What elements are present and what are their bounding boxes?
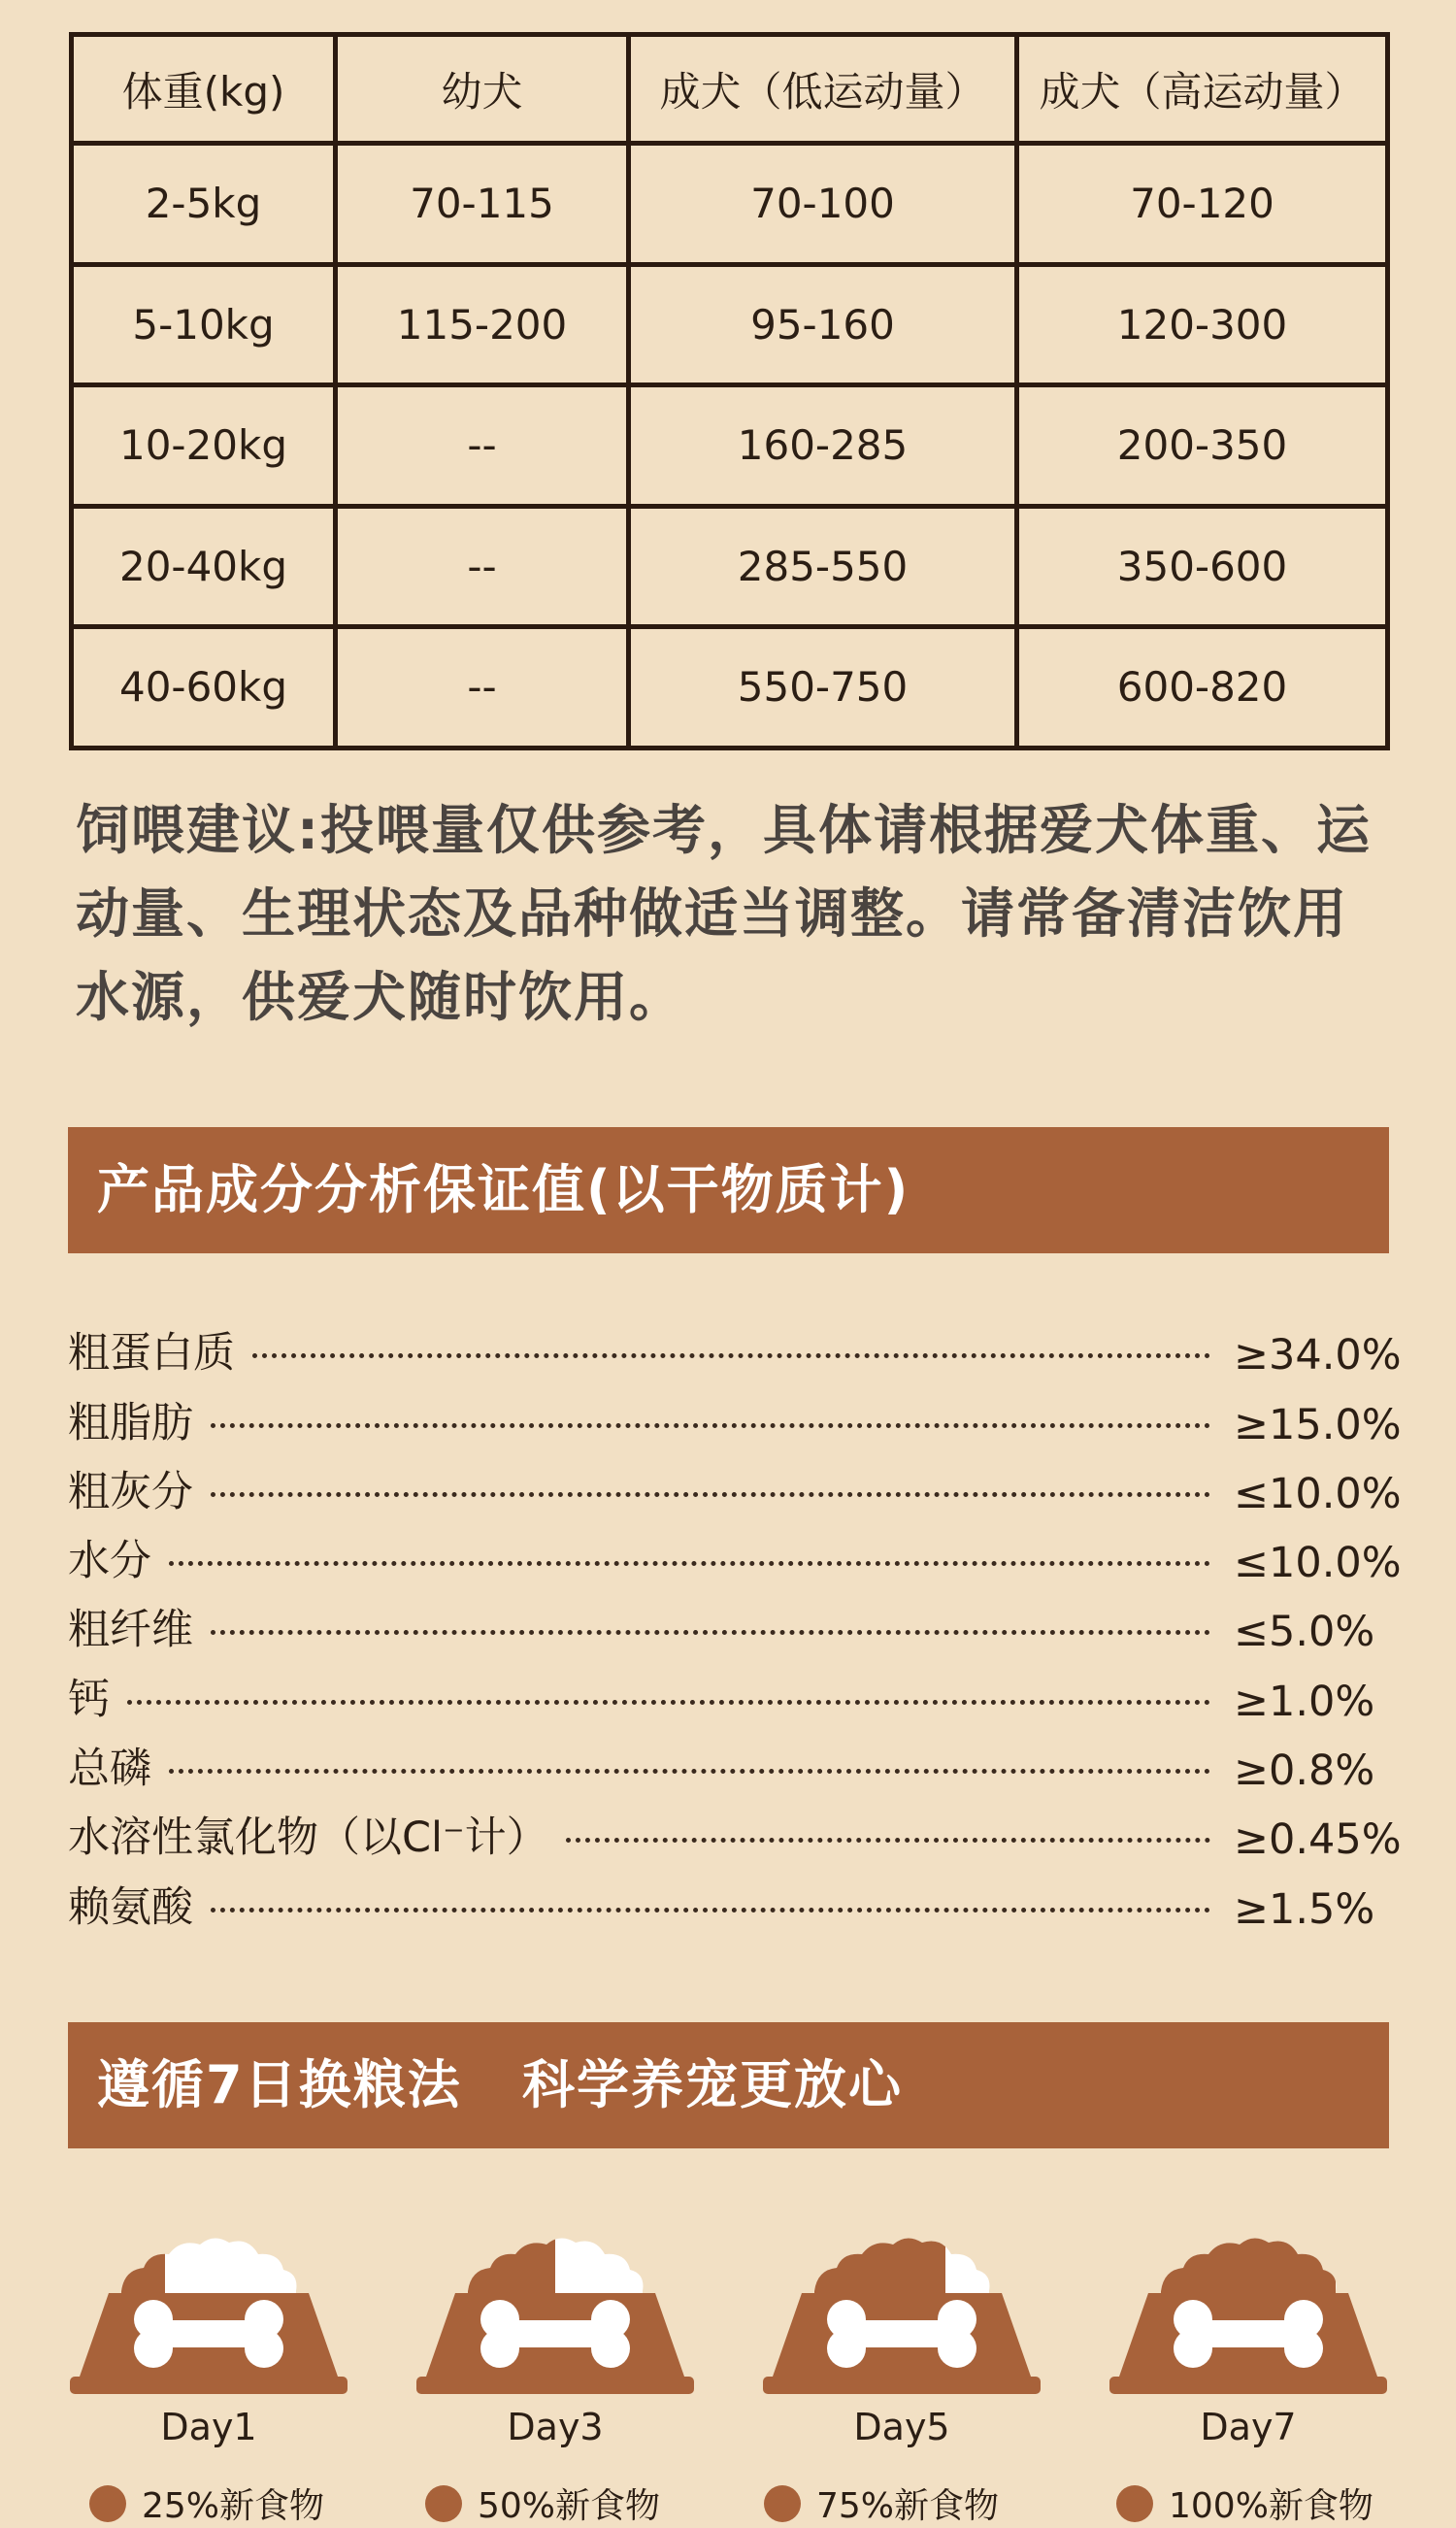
nutrient-value: ≤10.0% xyxy=(1234,1469,1402,1518)
section-title: 产品成分分析保证值(以干物质计) xyxy=(97,1159,910,1220)
table-row xyxy=(72,385,1388,507)
nutrient-value: ≥15.0% xyxy=(1234,1400,1402,1449)
bowl-base xyxy=(1109,2377,1387,2394)
percent-label: 75%新食物 xyxy=(816,2486,1000,2526)
table-row xyxy=(72,627,1388,748)
list-item xyxy=(68,1380,1402,1449)
bowl-base xyxy=(70,2377,347,2394)
table-cell: 70-115 xyxy=(336,144,629,265)
list-item xyxy=(68,1449,1402,1518)
table-cell: 285-550 xyxy=(629,506,1017,627)
feeding-table xyxy=(69,32,1390,750)
list-item xyxy=(68,1311,1402,1380)
bowl-drawing xyxy=(414,2223,696,2398)
table-cell: 120-300 xyxy=(1017,264,1388,385)
dot-leader xyxy=(211,1908,1210,1913)
day-label: Day7 xyxy=(1200,2406,1297,2448)
list-item xyxy=(68,1726,1389,1795)
table-cell: 200-350 xyxy=(1017,385,1388,507)
nutrient-value: ≤10.0% xyxy=(1234,1539,1402,1588)
table-cell: 40-60kg xyxy=(72,627,336,748)
table-cell: 550-750 xyxy=(629,627,1017,748)
percent-label: 50%新食物 xyxy=(478,2486,661,2526)
table-cell: 20-40kg xyxy=(72,506,336,627)
list-item xyxy=(68,1587,1389,1656)
table-cell: 70-120 xyxy=(1017,144,1388,265)
bowl-drawing xyxy=(68,2223,349,2398)
table-header-cell: 成犬（高运动量） xyxy=(1017,35,1388,144)
new-food-percent xyxy=(1116,2478,1373,2528)
feeding-advice: 饲喂建议:投喂量仅供参考，具体请根据爱犬体重、运动量、生理状态及品种做适当调整。请常备清洁饮用水源，供爱犬随时饮用。 xyxy=(76,799,1372,1028)
nutrient-list xyxy=(68,1311,1402,1934)
day-label: Day5 xyxy=(853,2406,950,2448)
day-label: Day1 xyxy=(160,2406,257,2448)
dot-leader xyxy=(252,1353,1210,1358)
percent-label: 25%新食物 xyxy=(142,2486,325,2526)
dot-leader xyxy=(211,1423,1210,1428)
bullet-dot-icon xyxy=(764,2485,801,2522)
list-item xyxy=(68,1864,1389,1933)
table-cell: 2-5kg xyxy=(72,144,336,265)
bullet-dot-icon xyxy=(425,2485,462,2522)
dot-leader xyxy=(566,1838,1210,1843)
table-header-cell: 成犬（低运动量） xyxy=(629,35,1017,144)
table-cell: 160-285 xyxy=(629,385,1017,507)
table-cell: 95-160 xyxy=(629,264,1017,385)
dog-food-bowl-icon xyxy=(761,2223,1042,2398)
table-row xyxy=(72,506,1388,627)
dog-food-bowl-icon xyxy=(1108,2223,1389,2398)
percent-label: 100%新食物 xyxy=(1169,2486,1373,2526)
dot-leader xyxy=(211,1492,1210,1497)
bullet-dot-icon xyxy=(89,2485,126,2522)
table-cell: 600-820 xyxy=(1017,627,1388,748)
dot-leader xyxy=(127,1700,1210,1705)
nutrient-value: ≥1.0% xyxy=(1234,1677,1375,1726)
table-cell: 10-20kg xyxy=(72,385,336,507)
dot-leader xyxy=(169,1769,1210,1774)
table-cell: 350-600 xyxy=(1017,506,1388,627)
day-label: Day3 xyxy=(507,2406,604,2448)
bullet-dot-icon xyxy=(1116,2485,1153,2522)
new-food-percent xyxy=(89,2478,324,2528)
dot-leader xyxy=(211,1630,1210,1635)
nutrient-name: 水溶性氯化物（以Cl⁻计） xyxy=(68,1813,548,1863)
table-cell: -- xyxy=(336,385,629,507)
nutrient-value: ≥1.5% xyxy=(1234,1884,1375,1934)
nutrient-value: ≥0.45% xyxy=(1234,1815,1402,1865)
nutrient-name: 水分 xyxy=(68,1537,151,1586)
table-cell: 115-200 xyxy=(336,264,629,385)
bowl-drawing xyxy=(761,2223,1042,2398)
nutrient-name: 赖氨酸 xyxy=(68,1882,193,1932)
list-item xyxy=(68,1518,1402,1588)
nutrient-value: ≥0.8% xyxy=(1234,1746,1375,1796)
section-banner-nutrition xyxy=(68,1127,1389,1253)
bowl-base xyxy=(416,2377,694,2394)
nutrient-name: 总磷 xyxy=(68,1745,151,1794)
bowl-base xyxy=(763,2377,1041,2394)
section-title: 遵循7日换粮法 科学养宠更放心 xyxy=(97,2054,903,2115)
table-header-cell: 体重(kg) xyxy=(72,35,336,144)
table-cell: 70-100 xyxy=(629,144,1017,265)
list-item xyxy=(68,1795,1402,1865)
dog-food-bowl-icon xyxy=(68,2223,349,2398)
new-food-percent xyxy=(425,2478,660,2528)
nutrient-name: 粗脂肪 xyxy=(68,1398,193,1447)
nutrient-name: 钙 xyxy=(68,1675,110,1724)
nutrient-name: 粗蛋白质 xyxy=(68,1329,235,1379)
table-row xyxy=(72,264,1388,385)
table-cell: -- xyxy=(336,506,629,627)
nutrient-name: 粗灰分 xyxy=(68,1467,193,1516)
dot-leader xyxy=(169,1561,1210,1566)
nutrient-value: ≥34.0% xyxy=(1234,1331,1402,1380)
section-banner-7day xyxy=(68,2022,1389,2148)
dog-food-bowl-icon xyxy=(414,2223,696,2398)
table-cell: 5-10kg xyxy=(72,264,336,385)
nutrient-name: 粗纤维 xyxy=(68,1606,193,1655)
nutrient-value: ≤5.0% xyxy=(1234,1608,1375,1657)
list-item xyxy=(68,1656,1389,1725)
table-cell: -- xyxy=(336,627,629,748)
bowl-drawing xyxy=(1108,2223,1389,2398)
table-header-row xyxy=(72,35,1388,144)
new-food-percent xyxy=(764,2478,999,2528)
table-row xyxy=(72,144,1388,265)
table-header-cell: 幼犬 xyxy=(336,35,629,144)
